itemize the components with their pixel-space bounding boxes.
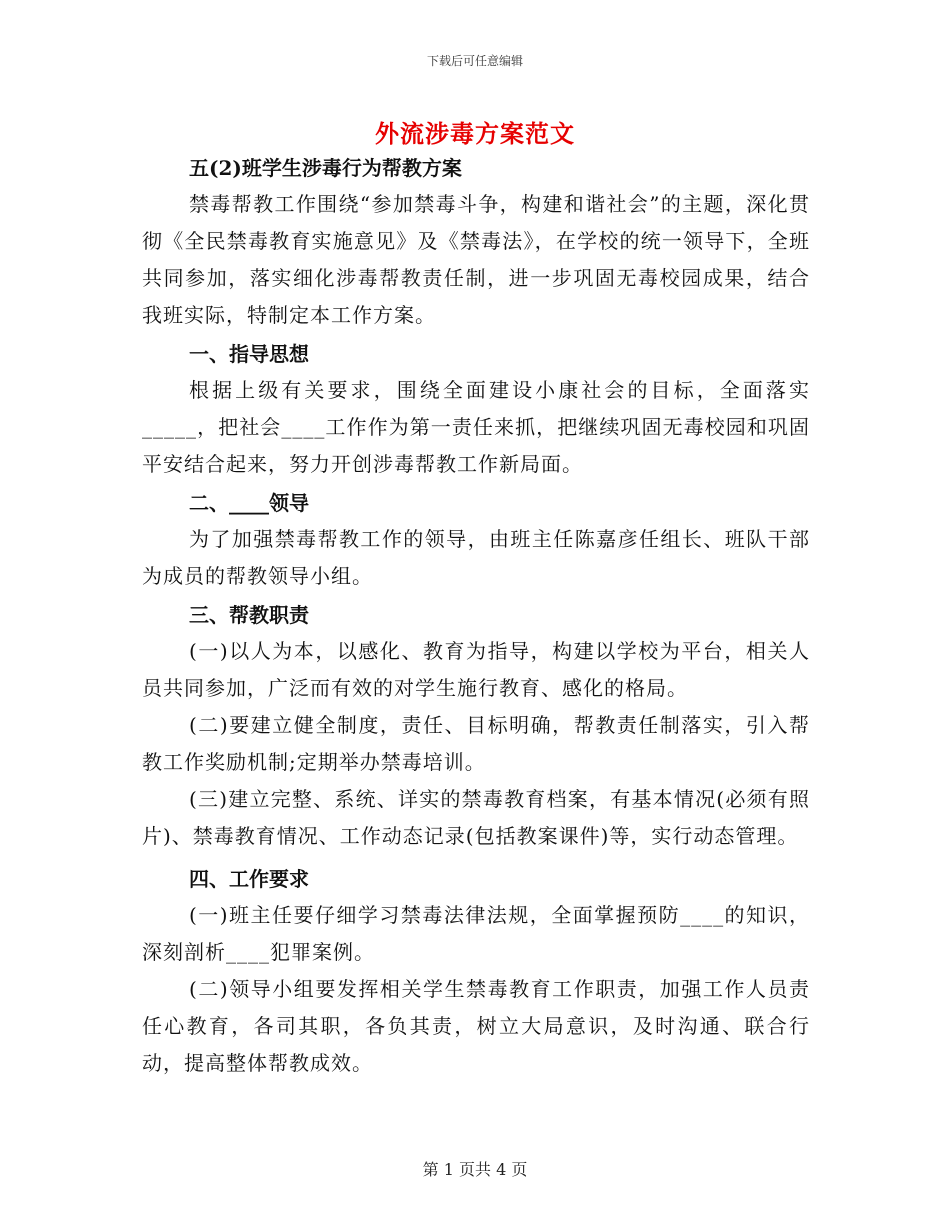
page-footer: 第 1 页共 4 页 (422, 1160, 528, 1179)
section-paragraph: 根据上级有关要求，围绕全面建设小康社会的目标，全面落实_____，把社会____工作作为第一责任来抓，把继续巩固无毒校园和巩固平安结合起来，努力开创涉毒帮教工作新局面。 (142, 378, 810, 476)
section-heading-work-requirements: 四、工作要求 (189, 867, 309, 891)
section-paragraph: 为了加强禁毒帮教工作的领导，由班主任陈嘉彦任组长、班队干部为成员的帮教领导小组。 (142, 527, 810, 588)
section-heading-responsibilities: 三、帮教职责 (189, 603, 309, 627)
section-paragraph: (一)班主任要仔细学习禁毒法律法规，全面掌握预防____的知识，深刻剖析____犯罪案例。 (142, 903, 810, 964)
section-paragraph: (三)建立完整、系统、详实的禁毒教育档案，有基本情况(必须有照片)、禁毒教育情况、工作动态记录(包括教案课件)等，实行动态管理。 (142, 787, 810, 848)
section-paragraph: (二)要建立健全制度，责任、目标明确，帮教责任制落实，引入帮教工作奖励机制;定期举办禁毒培训。 (142, 713, 810, 774)
intro-paragraph: 禁毒帮教工作围绕“参加禁毒斗争，构建和谐社会”的主题，深化贯彻《全民禁毒教育实施意见》及《禁毒法》，在学校的统一领导下，全班共同参加，落实细化涉毒帮教责任制，进一步巩固无毒校园成果，结合我班实际，特制定本工作方案。 (142, 192, 810, 327)
document-title: 外流涉毒方案范文 (375, 119, 575, 148)
section-paragraph: (一)以人为本，以感化、教育为指导，构建以学校为平台，相关人员共同参加，广泛而有效的对学生施行教育、感化的格局。 (142, 639, 810, 700)
section-heading-guiding-ideology: 一、指导思想 (189, 342, 309, 366)
header-note: 下载后可任意编辑 (426, 54, 523, 68)
section-paragraph: (二)领导小组要发挥相关学生禁毒教育工作职责，加强工作人员责任心教育，各司其职，各负其责，树立大局意识，及时沟通、联合行动，提高整体帮教成效。 (142, 977, 810, 1075)
document-subtitle: 五(2)班学生涉毒行为帮教方案 (189, 156, 462, 180)
section-heading-leadership: 二、____领导 (189, 491, 309, 515)
document-body (142, 150, 810, 1082)
